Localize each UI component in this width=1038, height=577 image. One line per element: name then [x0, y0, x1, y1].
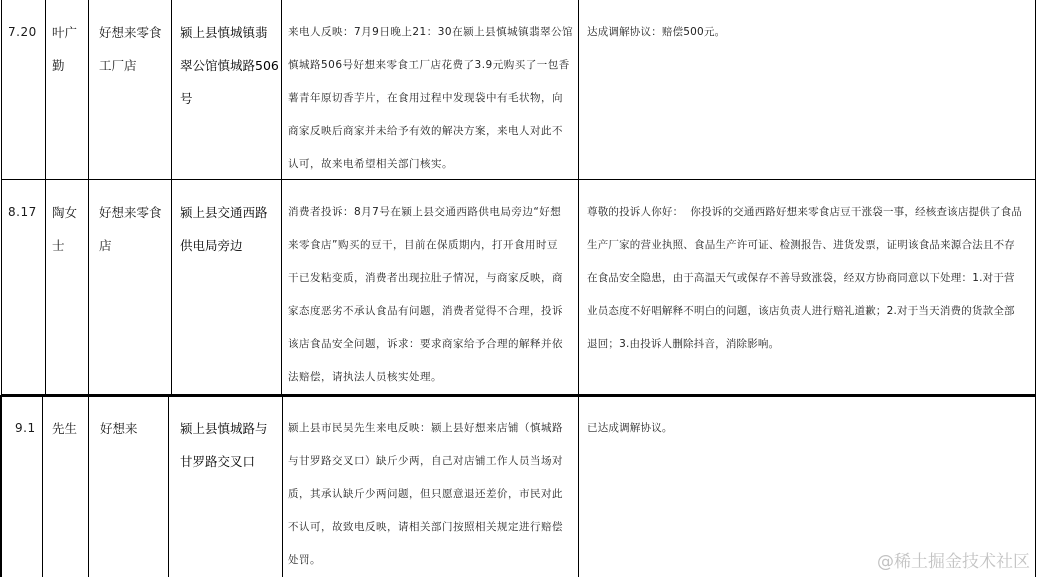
result-text-line: 已达成调解协议。: [587, 422, 673, 434]
address-text-line: 颍上县慎城路与: [180, 421, 268, 436]
complaint-text-line: 不认可，故致电反映，请相关部门按照相关规定进行赔偿: [288, 521, 563, 533]
address-text-line: 翠公馆慎城路506: [180, 58, 279, 73]
watermark-text: @稀土掘金技术社区: [877, 552, 1030, 572]
complaint-text-line: 消费者投诉：8月7号在颍上县交通西路供电局旁边“好想: [288, 206, 562, 218]
shop-text-line: 好想来: [100, 421, 138, 436]
complaint-text-line: 认可，故来电希望相关部门核实。: [288, 158, 453, 170]
complaint-cell: [283, 397, 579, 577]
complaint-text-line: 颍上县市民吴先生来电反映：颍上县好想来店铺（慎城路: [288, 422, 563, 434]
complaint-text-line: 来电人反映：7月9日晚上21：30在颍上县慎城镇翡翠公馆: [288, 26, 574, 38]
name-cell: [43, 397, 89, 577]
table-row: [1, 180, 1036, 395]
address-text-line: 颍上县慎城镇翡: [180, 25, 268, 40]
result-text-line: 退回；3.由投诉人删除抖音，消除影响。: [587, 338, 780, 350]
date-text: 8.17: [8, 205, 37, 219]
address-cell: [172, 0, 282, 179]
result-text-line: 尊敬的投诉人你好： 你投诉的交通西路好想来零食店豆干涨袋一事，经核查该店提供了食品: [587, 206, 1023, 218]
name-cell: [46, 180, 89, 394]
result-cell: [579, 397, 1036, 577]
date-text: 7.20: [8, 25, 37, 39]
complaint-text-line: 干已发粘变质，消费者出现拉肚子情况，与商家反映，商: [288, 272, 563, 284]
date-text: 9.1: [15, 421, 36, 435]
address-text-line: 号: [180, 91, 193, 106]
address-text-line: 供电局旁边: [180, 238, 243, 253]
date-cell: [2, 397, 43, 577]
name-cell: [46, 0, 89, 179]
result-text-line: 业员态度不好唱解释不明白的问题，该店负责人进行赔礼道歉；2.对于当天消费的货款全部: [587, 305, 1015, 317]
complaint-text-line: 来零食店”购买的豆干，目前在保质期内，打开食用时豆: [288, 239, 558, 251]
date-cell: [2, 0, 46, 179]
complaint-text-line: 质，其承认缺斤少两问题，但只愿意退还差价，市民对此: [288, 488, 563, 500]
result-text-line: 达成调解协议：赔偿500元。: [587, 26, 726, 38]
result-text-line: 在食品安全隐患，由于高温天气或保存不善导致涨袋，经双方协商同意以下处理：1.对于营: [587, 272, 1015, 284]
address-cell: [169, 397, 283, 577]
name-text-line: 士: [52, 238, 65, 253]
result-cell: [579, 0, 1036, 179]
complaint-text-line: 该店食品安全问题，诉求：要求商家给予合理的解释并依: [288, 338, 563, 350]
table-row: [0, 395, 1036, 577]
name-text-line: 陶女: [52, 205, 78, 220]
address-cell: [172, 180, 282, 394]
result-text-line: 生产厂家的营业执照、食品生产许可证、检测报告、进货发票，证明该食品来源合法且不存: [587, 239, 1015, 251]
shop-cell: [89, 397, 169, 577]
shop-text-line: 好想来零食: [99, 205, 162, 220]
complaint-text-line: 慎城路506号好想来零食工厂店花费了3.9元购买了一包香: [288, 59, 570, 71]
complaint-text-line: 与甘罗路交叉口）缺斤少两，自己对店铺工作人员当场对: [288, 455, 563, 467]
date-cell: [2, 180, 46, 394]
complaint-cell: [282, 0, 579, 179]
complaint-text-line: 薯青年原切香芋片，在食用过程中发现袋中有毛状物，向: [288, 92, 563, 104]
name-text-line: 叶广: [52, 25, 78, 40]
table-row: [1, 0, 1036, 180]
shop-text-line: 好想来零食: [99, 25, 162, 40]
result-cell: [579, 180, 1036, 394]
address-text-line: 甘罗路交叉口: [180, 454, 256, 469]
shop-cell: [89, 180, 172, 394]
complaint-text-line: 处罚。: [288, 554, 321, 566]
shop-text-line: 工厂店: [99, 58, 137, 73]
address-text-line: 颍上县交通西路: [180, 205, 268, 220]
complaint-text-line: 法赔偿，请执法人员核实处理。: [288, 371, 442, 383]
complaint-text-line: 商家反映后商家并未给予有效的解决方案，来电人对此不: [288, 125, 563, 137]
shop-cell: [89, 0, 172, 179]
name-text-line: 勤: [52, 58, 65, 73]
name-text-line: 先生: [52, 421, 78, 436]
complaint-cell: [282, 180, 579, 394]
shop-text-line: 店: [99, 238, 112, 253]
complaint-text-line: 家态度恶劣不承认食品有问题，消费者觉得不合理，投诉: [288, 305, 563, 317]
